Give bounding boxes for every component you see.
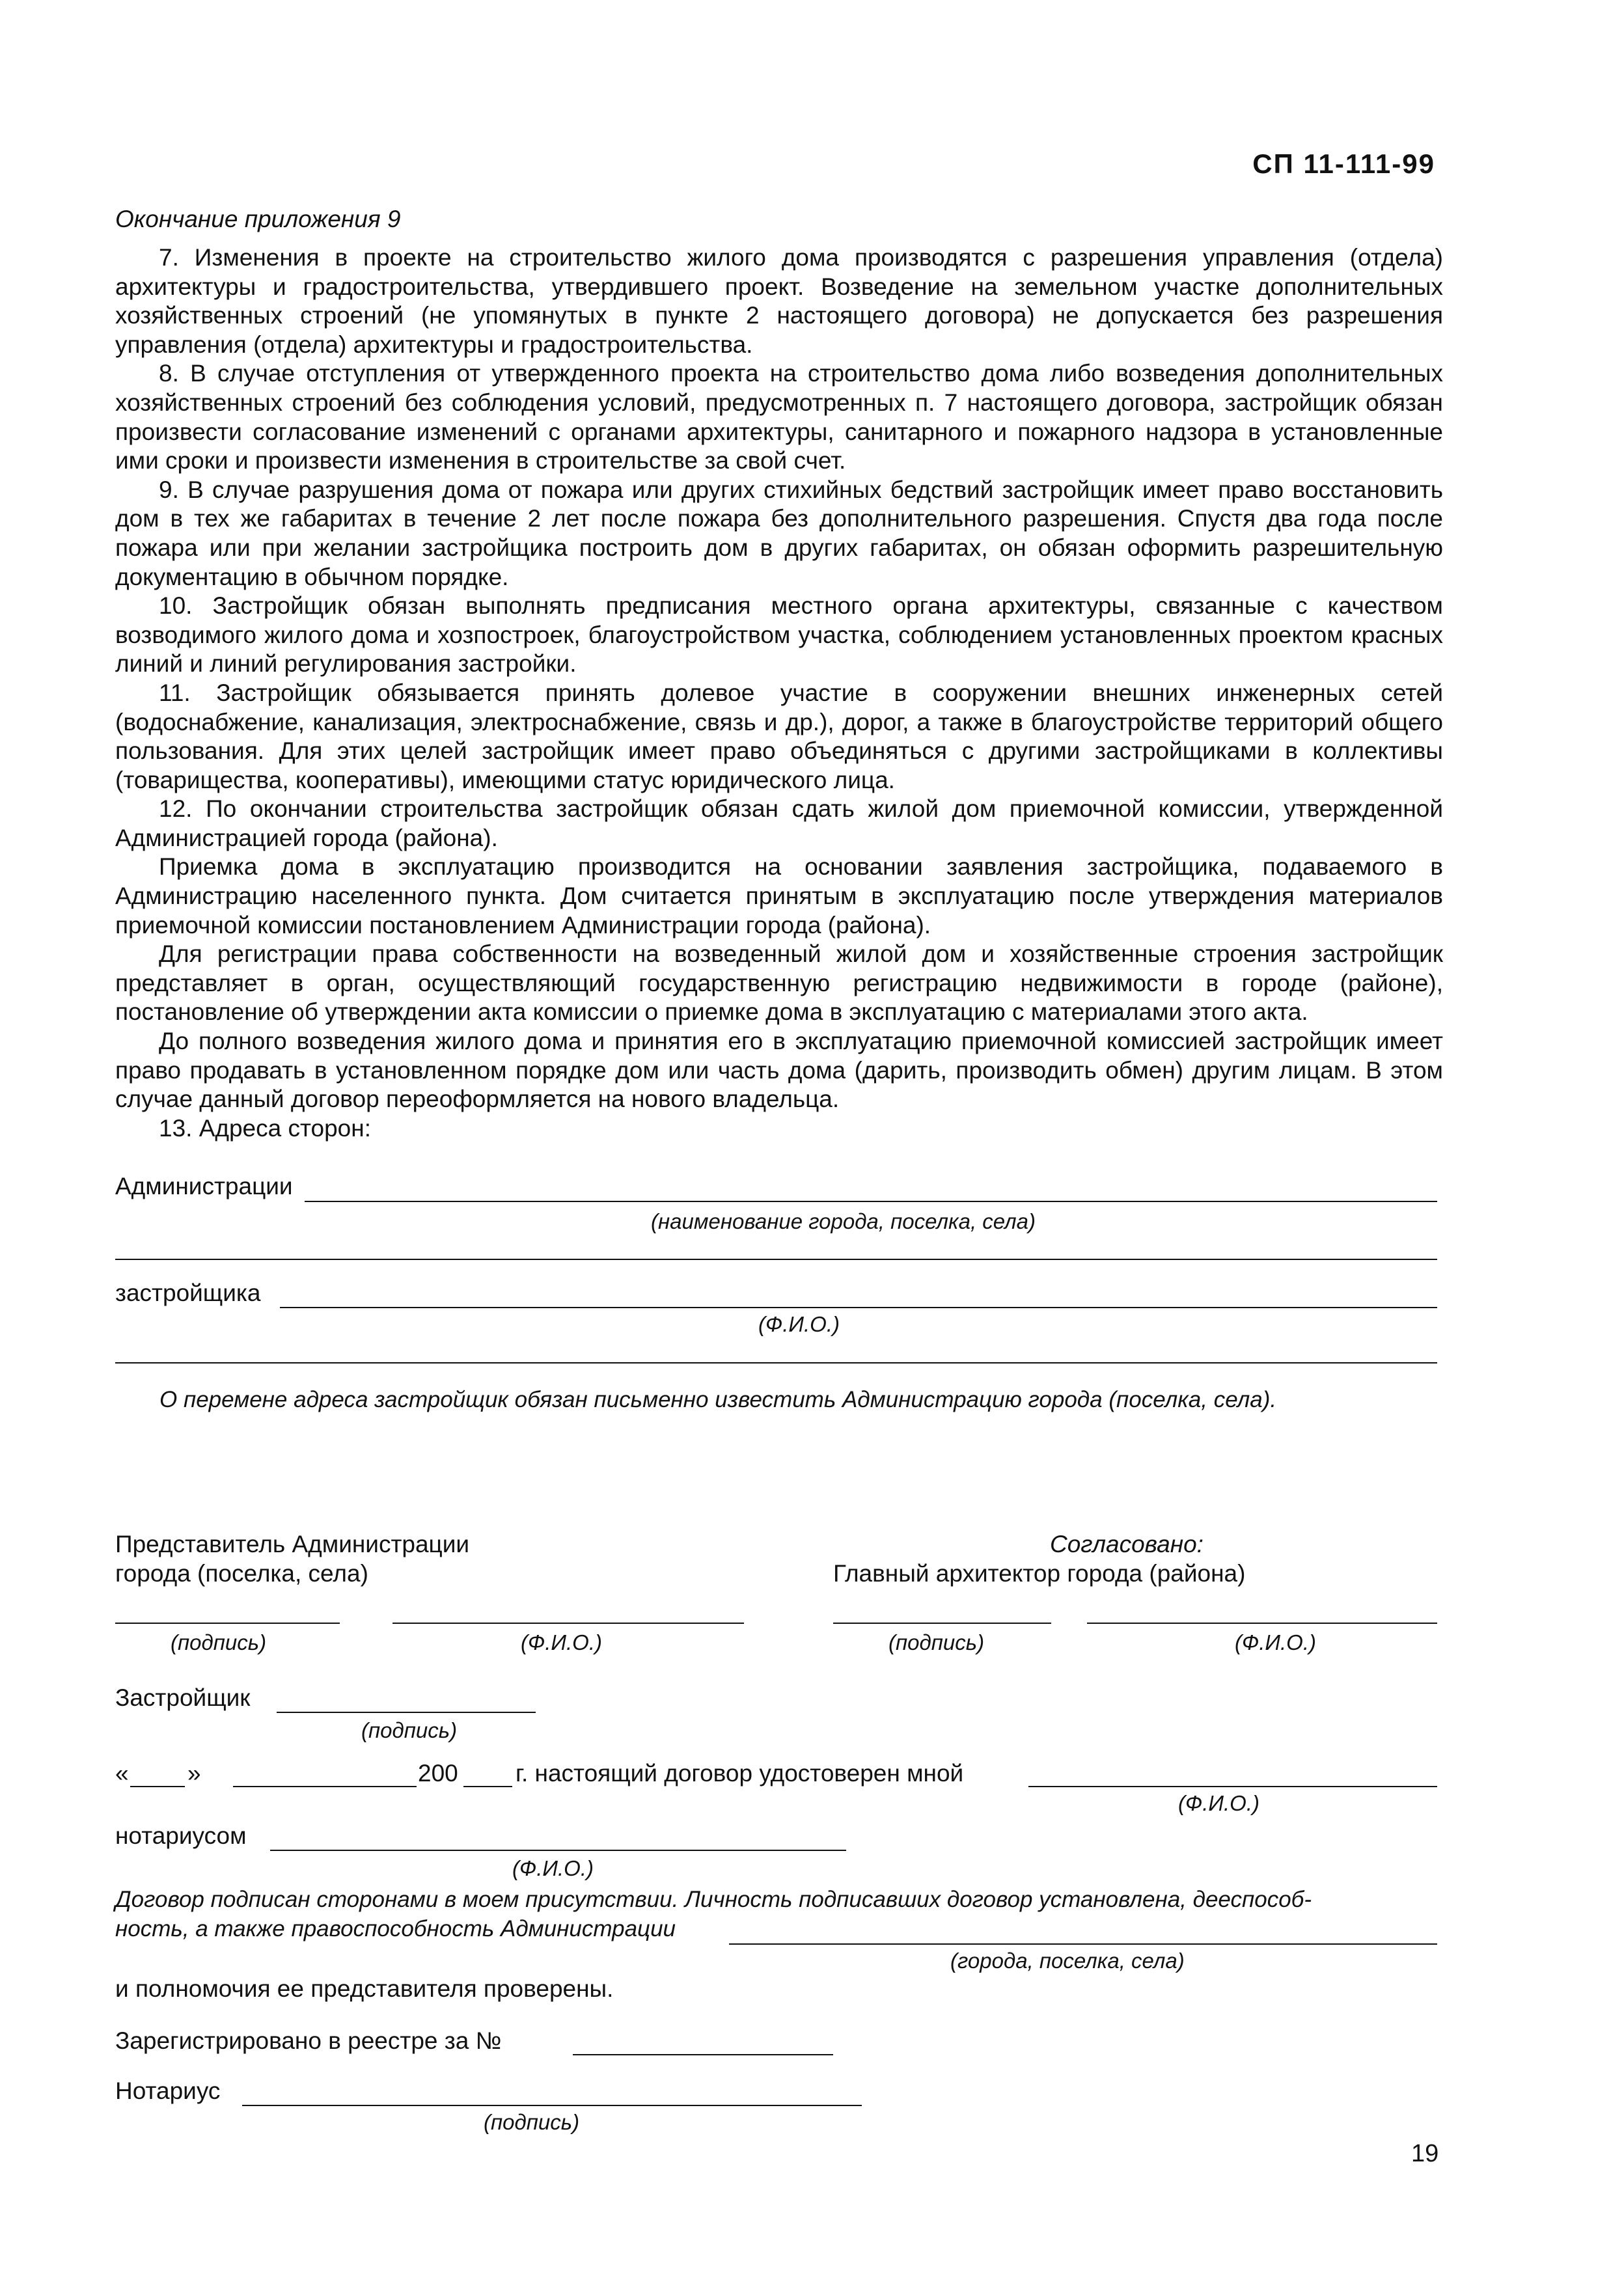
notary-fio-hint: (Ф.И.О.) — [512, 1856, 594, 1880]
clause-9: 9. В случае разрушения дома от пожара или других стихийных бедствий застройщик имеет право восстановить дом в тех же габаритах в течение 2 лет после пожара без дополнительного разрешения. Спустя два года после пожара или при желании застройщика построить дом в других габаритах, он обязан оформить разрешительную документацию в обычном порядке. — [115, 476, 1443, 590]
builder-signature-line[interactable] — [277, 1712, 536, 1713]
date-quote-close: » — [187, 1760, 201, 1787]
acceptance-paragraph: Приемка дома в эксплуатацию производится на основании заявления застройщика, подаваемого в Администрацию населенного пункта. Дом считается принятым в эксплуатацию после утверждения материалов приемочной комиссии постановлением Администрации города (района). — [115, 853, 1443, 939]
notary-signature-label: Нотариус — [115, 2077, 221, 2104]
clause-8: 8. В случае отступления от утвержденного проекта на строительство дома либо возведения дополнительных хозяйственных строений без соблюдения условий, предусмотренных п. 7 настоящего договора, застройщик обязан произвести согласование изменений с органами архитектуры, санитарного и пожарного надзора в установленные ими сроки и произвести изменения в строительстве за свой счет. — [115, 360, 1443, 474]
architect-signature-line[interactable] — [833, 1623, 1051, 1624]
builder-address-line-2[interactable] — [115, 1362, 1437, 1364]
city-name-line[interactable] — [729, 1943, 1437, 1945]
admin-fio-line[interactable] — [392, 1623, 744, 1624]
builder-address-label: застройщика — [115, 1280, 261, 1306]
powers-verified-text: и полномочия ее представителя проверены. — [115, 1975, 614, 2002]
certifier-fio-hint: (Ф.И.О.) — [1178, 1791, 1259, 1815]
contract-clauses — [115, 243, 1443, 1143]
admin-address-hint: (наименование города, поселка, села) — [651, 1209, 1036, 1233]
date-day-line[interactable] — [130, 1786, 185, 1787]
notary-fio-line[interactable] — [270, 1850, 846, 1851]
signed-statement-line-2: ность, а также правоспособность Администрации — [115, 1916, 676, 1941]
admin-signature-line[interactable] — [115, 1623, 340, 1624]
address-change-notice: О перемене адреса застройщик обязан письменно известить Администрацию города (поселка, села). — [159, 1387, 1277, 1412]
clause-13: 13. Адреса сторон: — [159, 1114, 371, 1142]
sale-paragraph: До полного возведения жилого дома и принятия его в эксплуатацию приемочной комиссией застройщик имеет право продавать в установленном порядке дом или часть дома (дарить, производить обмен) другим лицам. В этом случае данный договор переоформляется на нового владельца. — [115, 1028, 1443, 1113]
builder-signature-hint: (подпись) — [361, 1718, 458, 1742]
architect-fio-line[interactable] — [1087, 1623, 1437, 1624]
agreed-label: Согласовано: — [1050, 1531, 1204, 1557]
registry-label: Зарегистрировано в реестре за № — [115, 2027, 502, 2054]
page-number: 19 — [1411, 2140, 1439, 2167]
clause-12: 12. По окончании строительства застройщик обязан сдать жилой дом приемочной комиссии, утвержденной Администрацией города (района). — [115, 795, 1443, 851]
builder-address-line[interactable] — [280, 1307, 1437, 1308]
signed-statement-line-1: Договор подписан сторонами в моем присутствии. Личность подписавших договор установлена, дееспособ- — [115, 1887, 1312, 1912]
clause-10: 10. Застройщик обязан выполнять предписания местного органа архитектуры, связанные с качеством возводимого жилого дома и хозпостроек, благоустройством участка, соблюдением установленных проектом красных линий и линий регулирования застройки. — [115, 592, 1443, 678]
document-code: СП 11-111-99 — [1252, 148, 1435, 179]
notary-signature-hint: (подпись) — [484, 2110, 580, 2134]
date-month-line[interactable] — [233, 1786, 417, 1787]
date-quote-open: « — [115, 1760, 129, 1787]
admin-rep-label: Представитель Администрации — [115, 1531, 470, 1557]
appendix-continuation: Окончание приложения 9 — [115, 206, 401, 232]
certifier-fio-line[interactable] — [1028, 1786, 1437, 1787]
certified-text: г. настоящий договор удостоверен мной — [516, 1760, 964, 1787]
admin-rep-city-label: города (поселка, села) — [115, 1560, 368, 1587]
clause-7: 7. Изменения в проекте на строительство жилого дома производятся с разрешения управления (отдела) архитектуры и градостроительства, утвердившего проект. Возведение на земельном участке дополнительных хозяйственных строений (не упомянутых в пункте 2 настоящего договора) не допускается без разрешения управления (отдела) архитектуры и градостроительства. — [115, 244, 1443, 358]
chief-architect-label: Главный архитектор города (района) — [833, 1560, 1246, 1587]
city-name-hint: (города, поселка, села) — [950, 1949, 1185, 1973]
architect-signature-hint: (подпись) — [888, 1630, 985, 1654]
builder-address-hint: (Ф.И.О.) — [758, 1312, 840, 1336]
builder-signature-label: Застройщик — [115, 1684, 251, 1711]
admin-address-line[interactable] — [305, 1201, 1437, 1202]
admin-fio-hint: (Ф.И.О.) — [521, 1630, 602, 1654]
notary-label: нотариусом — [115, 1822, 247, 1849]
registry-number-line[interactable] — [573, 2054, 833, 2055]
date-year-prefix: 200 — [418, 1760, 458, 1787]
date-year-line[interactable] — [463, 1786, 512, 1787]
admin-address-label: Администрации — [115, 1173, 293, 1199]
admin-address-line-2[interactable] — [115, 1259, 1437, 1260]
registration-paragraph: Для регистрации права собственности на возведенный жилой дом и хозяйственные строения застройщик представляет в орган, осуществляющий государственную регистрацию недвижимости в городе (районе), постановление об утверждении акта комиссии о приемке дома в эксплуатацию с материалами этого акта. — [115, 940, 1443, 1026]
admin-signature-hint: (подпись) — [171, 1630, 267, 1654]
clause-11: 11. Застройщик обязывается принять долевое участие в сооружении внешних инженерных сетей (водоснабжение, канализация, электроснабжение, связь и др.), дорог, а также в благоустройстве территорий общего пользования. Для этих целей застройщик имеет право объединяться с другими застройщиками в коллективы (товарищества, кооперативы), имеющими статус юридического лица. — [115, 679, 1443, 793]
architect-fio-hint: (Ф.И.О.) — [1235, 1630, 1316, 1654]
notary-signature-line[interactable] — [242, 2105, 862, 2106]
